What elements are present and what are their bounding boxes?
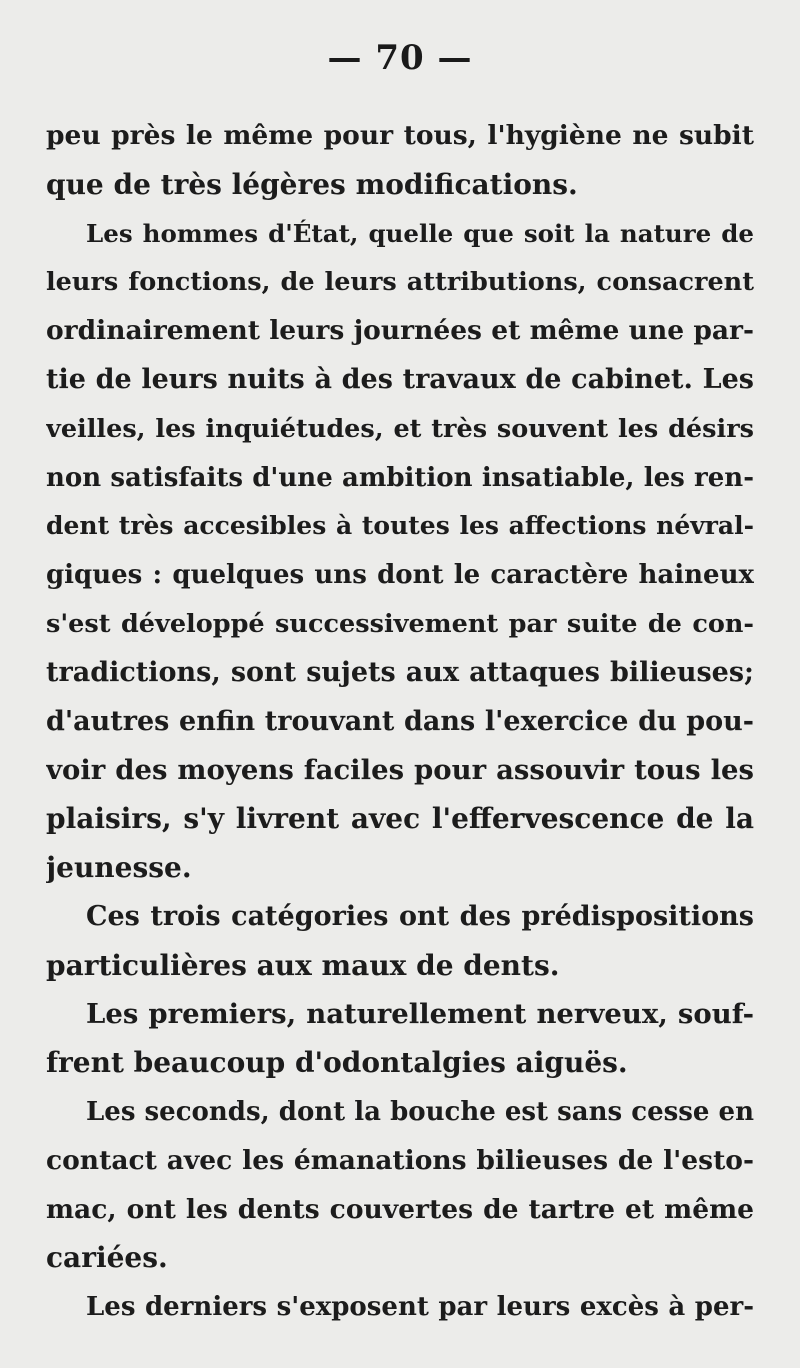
text-line: Les seconds, dont la bouche est sans cesse en	[86, 1096, 754, 1127]
text-line: dent très accesibles à toutes les affections névral-	[46, 511, 754, 541]
text-line: veilles, les inquiétudes, et très souvent les désirs	[46, 413, 754, 444]
text-line: voir des moyens faciles pour assouvir tous les	[46, 754, 754, 787]
text-line: mac, ont les dents couvertes de tartre et même	[46, 1193, 754, 1225]
text-line: cariées.	[46, 1241, 168, 1275]
text-line: tradictions, sont sujets aux attaques bilieuses;	[46, 656, 754, 688]
body-text	[46, 112, 754, 1332]
text-line: d'autres enfin trouvant dans l'exercice du pou-	[46, 705, 754, 737]
text-line: particulières aux maux de dents.	[46, 948, 560, 982]
text-line: Les premiers, naturellement nerveux, souf-	[86, 998, 754, 1031]
text-line: contact avec les émanations bilieuses de l'esto-	[46, 1144, 754, 1176]
text-line: tie de leurs nuits à des travaux de cabinet. Les	[46, 363, 754, 395]
text-line: peu près le même pour tous, l'hygiène ne subit	[46, 120, 754, 151]
text-line: que de très légères modifications.	[46, 167, 578, 201]
text-line: giques : quelques uns dont le caractère haineux	[46, 560, 754, 591]
page-number: — 70 —	[327, 38, 473, 78]
text-line: jeunesse.	[46, 850, 192, 884]
text-line: frent beaucoup d'odontalgies aiguës.	[46, 1046, 628, 1080]
text-line: plaisirs, s'y livrent avec l'effervescence de la	[46, 802, 754, 836]
text-line: Ces trois catégories ont des prédispositions	[86, 900, 754, 932]
text-line: non satisfaits d'une ambition insatiable, les ren-	[46, 462, 754, 493]
text-line: ordinairement leurs journées et même une par-	[46, 315, 754, 347]
text-line: Les derniers s'exposent par leurs excès à per-	[86, 1292, 754, 1323]
text-line: leurs fonctions, de leurs attributions, consacrent	[46, 267, 754, 298]
text-line: s'est développé successivement par suite de con-	[46, 608, 754, 639]
text-line: Les hommes d'État, quelle que soit la nature de	[86, 218, 754, 248]
